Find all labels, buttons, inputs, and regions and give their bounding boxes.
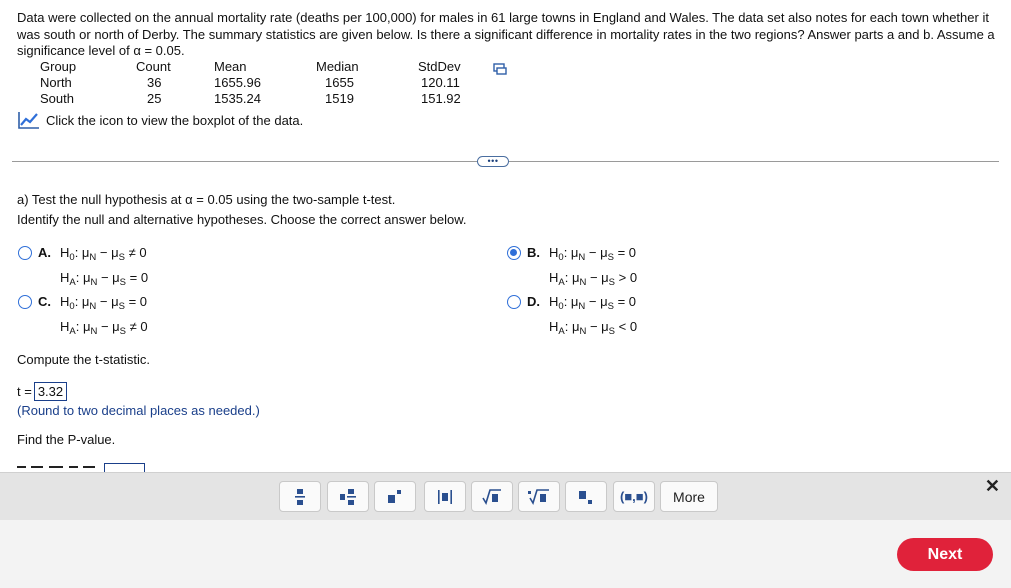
option-letter: A. <box>38 245 51 260</box>
exponent-icon <box>388 489 402 505</box>
more-button[interactable] <box>660 481 718 512</box>
more-label: More <box>673 488 705 505</box>
header-median: Median <box>316 59 359 74</box>
p-value-input[interactable] <box>104 463 145 472</box>
t-statistic-line <box>17 382 67 401</box>
subscript-button[interactable] <box>565 481 607 512</box>
absolute-value-icon <box>437 489 453 505</box>
chart-icon[interactable] <box>18 111 40 129</box>
sqrt-icon <box>482 489 502 505</box>
compute-t-prompt: Compute the t-statistic. <box>17 352 150 367</box>
cell-mean: 1535.24 <box>214 91 261 106</box>
p-value-line-partial <box>17 458 145 472</box>
absolute-value-button[interactable] <box>424 481 466 512</box>
header-count: Count <box>136 59 171 74</box>
nth-root-icon <box>528 489 550 505</box>
expand-pill-button[interactable]: ••• <box>477 156 509 167</box>
ordered-pair-button[interactable] <box>613 481 655 512</box>
ordered-pair-icon: (■,■) <box>620 489 648 504</box>
option-letter: B. <box>527 245 540 260</box>
sqrt-button[interactable] <box>471 481 513 512</box>
option-letter: D. <box>527 294 540 309</box>
cell-count: 25 <box>147 91 162 106</box>
round-hint: (Round to two decimal places as needed.) <box>17 403 260 418</box>
footer-bar <box>0 520 1011 588</box>
t-statistic-input[interactable]: 3.32 <box>34 382 67 401</box>
cell-group: North <box>40 75 72 90</box>
fraction-button[interactable] <box>279 481 321 512</box>
cell-group: South <box>40 91 74 106</box>
header-group: Group <box>40 59 77 74</box>
mixed-number-icon <box>340 488 356 506</box>
close-toolbar-icon[interactable]: ✕ <box>984 476 1000 496</box>
radio-b[interactable] <box>507 246 521 260</box>
option-b[interactable]: B. $H_0$: $\mu_N - \mu_S = 0$ $H_A$: $\mu_N - \mu_S > 0$ <box>507 243 637 293</box>
t-label: t = <box>17 384 32 399</box>
find-p-prompt: Find the P-value. <box>17 432 116 447</box>
exponent-button[interactable] <box>374 481 416 512</box>
cell-mean: 1655.96 <box>214 75 261 90</box>
cell-median: 1655 <box>325 75 354 90</box>
copy-data-icon[interactable] <box>493 63 507 75</box>
fraction-icon <box>295 488 305 506</box>
part-a-instruction: a) Test the null hypothesis at α = 0.05 using the two-sample t-test. <box>17 192 396 207</box>
cell-median: 1519 <box>325 91 354 106</box>
cell-count: 36 <box>147 75 162 90</box>
radio-d[interactable] <box>507 295 521 309</box>
option-letter: C. <box>38 294 51 309</box>
next-button[interactable]: Next <box>897 538 993 571</box>
header-mean: Mean <box>214 59 247 74</box>
boxplot-link-text[interactable]: Click the icon to view the boxplot of the data. <box>46 112 304 128</box>
question-intro: Data were collected on the annual mortality rate (deaths per 100,000) for males in 61 large towns in England and Wales. The data set also notes for each town whether it was south or north of Derby. The summary statistics are given below. Is there a significant difference in mortality rates in the two regions? Answer parts a and b. Assume a significance level of α = 0.05. <box>17 10 995 58</box>
option-c[interactable]: C. $H_0$: $\mu_N - \mu_S = 0$ $H_A$: $\mu_N - \mu_S \ne 0$ <box>18 292 148 342</box>
radio-a[interactable] <box>18 246 32 260</box>
cell-stddev: 120.11 <box>421 75 460 90</box>
mixed-number-button[interactable] <box>327 481 369 512</box>
cell-stddev: 151.92 <box>421 91 461 106</box>
subscript-icon <box>579 489 593 505</box>
part-a-question: Identify the null and alternative hypotheses. Choose the correct answer below. <box>17 212 467 227</box>
option-d[interactable]: D. $H_0$: $\mu_N - \mu_S = 0$ $H_A$: $\mu_N - \mu_S < 0$ <box>507 292 637 342</box>
option-a[interactable]: A. $H_0$: $\mu_N - \mu_S \ne 0$ $H_A$: $\mu_N - \mu_S = 0$ <box>18 243 148 293</box>
nth-root-button[interactable] <box>518 481 560 512</box>
boxplot-link[interactable] <box>18 111 303 129</box>
radio-c[interactable] <box>18 295 32 309</box>
header-stddev: StdDev <box>418 59 461 74</box>
math-toolbar <box>0 472 1011 520</box>
